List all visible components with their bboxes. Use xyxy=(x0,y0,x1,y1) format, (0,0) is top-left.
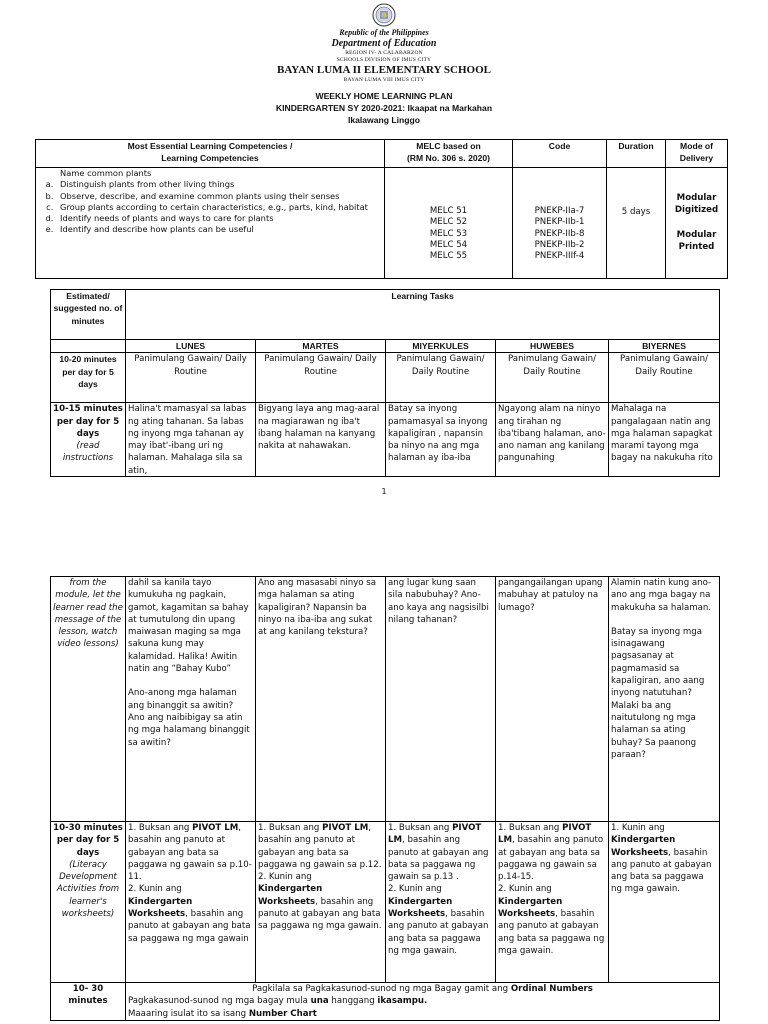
task-cell: Panimulang Gawain/ Daily Routine xyxy=(609,353,720,403)
minutes-cell: from the module, let the learner read the message of the lesson, watch video lessons) xyxy=(51,577,126,822)
code-value: PNEKP-IIa-7 xyxy=(534,206,585,216)
task-cell: Alamin natin kung ano-ano ang mga bagay na makukuha sa halaman. Batay sa inyong mga isinagawang pagsasanay at pagmamasid sa kapaligiran, ano aang inyong natutuhan? Malaki ba ang naitutulong ng mga halaman sa ating buhay? Sa paanong paraan? xyxy=(609,577,720,822)
competencies-cell xyxy=(36,168,385,279)
estimated-header: Estimated/ suggested no. of minutes xyxy=(51,290,126,340)
code-value: PNEKP-IIIf-4 xyxy=(534,251,585,262)
minutes-cell: 10-30 minutes per day for 5 days (Literacy Development Activities from learner's worksheets) xyxy=(51,822,126,983)
task-cell-wide: Pagkilala sa Pagkakasunod-sunod ng mga Bagay gamit ang Ordinal Numbers Pagkakasunod-sunod ng mga bagay mula una hanggang ikasampu. Maaaring isulat ito sa isang Number Chart xyxy=(126,983,720,1021)
task-cell: Ano ang masasabi ninyo sa mga halaman sa ating kapaligiran? Napansin ba ninyo na iba-iba ang sukat at ang kanilang tekstura? xyxy=(256,577,386,822)
list-item: b. Observe, describe, and examine common plants using their senses xyxy=(56,191,382,202)
code-value: PNEKP-IIb-8 xyxy=(534,228,585,239)
duration-cell: 5 days xyxy=(607,168,666,279)
day-header: MIYERKULES xyxy=(386,340,496,353)
learning-tasks-table-continued xyxy=(50,576,720,1021)
task-cell: Panimulang Gawain/ Daily Routine xyxy=(386,353,496,403)
melc-cell xyxy=(385,168,513,279)
mode-header: Mode of Delivery xyxy=(666,140,728,168)
day-header: LUNES xyxy=(126,340,256,353)
competencies-header: Most Essential Learning Competencies / Learning Competencies xyxy=(36,140,385,168)
task-cell: dahil sa kanila tayo kumukuha ng pagkain, gamot, kagamitan sa bahay at tumutulong din upang maiwasan maging sa mga sakuna kung may kalamidad. Halika! Awitin natin ang “Bahay Kubo” Ano-anong mga halaman ang binanggit sa awitin? Ano ang naibibigay sa atin ng mga halamang binanggit sa awitin? xyxy=(126,577,256,822)
task-cell: 1. Buksan ang PIVOT LM, basahin ang panuto at gabayan ang bata sa paggawa ng gawain sa p.10-11. 2. Kunin ang Kindergarten Worksheets, basahin ang panuto at gabayan ang bata sa paggawa ng mga gawain xyxy=(126,822,256,983)
melc-value: MELC 52 xyxy=(429,217,468,228)
task-cell: Ngayong alam na ninyo ang tirahan ng iba'tibang halaman, ano-ano naman ang kanilang pangunahing xyxy=(496,403,609,477)
task-cell: Mahalaga na pangalagaan natin ang mga halaman sapagkat marami tayong mga bagay na nakukuha rito xyxy=(609,403,720,477)
task-cell: Panimulang Gawain/ Daily Routine xyxy=(126,353,256,403)
mode-digitized: Modular Digitized xyxy=(674,193,719,216)
task-cell: Batay sa inyong pamamasyal sa inyong kapaligiran , napansin ba ninyo na ang mga halaman ay iba-iba xyxy=(386,403,496,477)
plan-week: Ikalawang Linggo xyxy=(347,115,421,125)
melc-value: MELC 51 xyxy=(429,206,468,216)
department-line: Department of Education xyxy=(331,38,437,49)
task-cell: 1. Buksan ang PIVOT LM, basahin ang panuto at gabayan ang bata sa paggawa ng gawain sa p.13 . 2. Kunin ang Kindergarten Worksheets, basahin ang panuto at gabayan ang bata sa paggawa ng mga gawain. xyxy=(386,822,496,983)
duration-header: Duration xyxy=(607,140,666,168)
task-cell: Panimulang Gawain/ Daily Routine xyxy=(496,353,609,403)
deped-seal-icon xyxy=(372,3,396,27)
minutes-cell: 10- 30 minutes xyxy=(51,983,126,1021)
competency-list xyxy=(38,179,382,235)
school-address: BAYAN LUMA VIII IMUS CITY xyxy=(343,77,425,83)
learning-tasks-header: Learning Tasks xyxy=(126,290,720,340)
list-item: e. Identify and describe how plants can be useful xyxy=(56,224,382,235)
code-value: PNEKP-IIb-1 xyxy=(534,217,585,228)
minutes-cell: 10-20 minutes per day for 5 days xyxy=(51,353,126,403)
melc-table xyxy=(35,139,728,279)
task-cell: Bigyang laya ang mag-aaral na magiarawan ng iba't ibang halaman na kanyang nakita at nahawakan. xyxy=(256,403,386,477)
code-header: Code xyxy=(513,140,607,168)
list-item: a. Distinguish plants from other living things xyxy=(56,179,382,190)
minutes-cell: 10-15 minutes per day for 5 days (read instructions xyxy=(51,403,126,477)
task-cell: 1. Buksan ang PIVOT LM, basahin ang panuto at gabayan ang bata sa paggawa ng gawain sa p.12. 2. Kunin ang Kindergarten Worksheets, basahin ang panuto at gabayan ang bata sa paggawa ng mga gawain. xyxy=(256,822,386,983)
melc-value: MELC 54 xyxy=(429,239,468,250)
school-name: BAYAN LUMA II ELEMENTARY SCHOOL xyxy=(277,64,491,76)
plan-title: WEEKLY HOME LEARNING PLAN xyxy=(315,91,453,101)
division-line: SCHOOLS DIVISION OF IMUS CITY xyxy=(336,57,432,63)
task-cell: ang lugar kung saan sila nabubuhay? Ano-ano kaya ang nagsisilbi nilang tahanan? xyxy=(386,577,496,822)
melc-value: MELC 53 xyxy=(429,228,468,239)
task-cell: Panimulang Gawain/ Daily Routine xyxy=(256,353,386,403)
mode-printed: Modular Printed xyxy=(676,229,717,252)
task-cell: pangangailangan upang mabuhay at patuloy na lumago? xyxy=(496,577,609,822)
list-item: c. Group plants according to certain characteristics, e.g., parts, kind, habitat xyxy=(56,202,382,213)
mode-cell xyxy=(666,168,728,279)
task-cell: 1. Buksan ang PIVOT LM, basahin ang panuto at gabayan ang bata sa paggawa ng gawain sa p.14-15. 2. Kunin ang Kindergarten Worksheets, basahin ang panuto at gabayan ang bata sa paggawa ng mga gawain. xyxy=(496,822,609,983)
competency-intro: Name common plants xyxy=(60,168,152,178)
task-cell: Halina't mamasyal sa labas ng ating tahanan. Sa labas ng inyong mga tahanan ay may ibat'-ibang uri ng halaman. Mahalaga sila sa atin, xyxy=(126,403,256,477)
region-line: REGION IV- A CALABARZON xyxy=(345,50,423,56)
day-header: HUWEBES xyxy=(496,340,609,353)
plan-subtitle: KINDERGARTEN SY 2020-2021: Ikaapat na Markahan xyxy=(275,103,493,113)
day-header: BIYERNES xyxy=(609,340,720,353)
republic-line: Republic of the Philippines xyxy=(339,28,429,37)
melc-value: MELC 55 xyxy=(429,251,468,262)
list-item: d. Identify needs of plants and ways to care for plants xyxy=(56,213,382,224)
code-value: PNEKP-IIb-2 xyxy=(534,239,585,250)
learning-tasks-table xyxy=(50,289,720,477)
task-cell: 1. Kunin ang Kindergarten Worksheets, basahin ang panuto at gabayan ang bata sa paggawa ng mga gawain. xyxy=(609,822,720,983)
melc-header: MELC based on (RM No. 306 s. 2020) xyxy=(385,140,513,168)
code-cell xyxy=(513,168,607,279)
day-header: MARTES xyxy=(256,340,386,353)
page-number: 1 xyxy=(381,487,387,496)
